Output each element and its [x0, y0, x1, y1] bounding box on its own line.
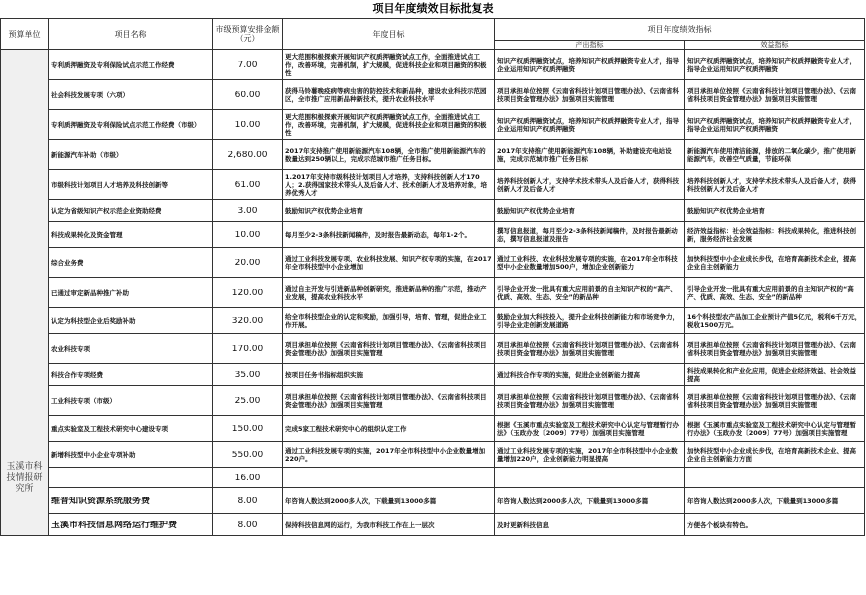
- table-row: [1, 468, 865, 488]
- benefit-indicator: [685, 110, 865, 140]
- benefit-indicator: [685, 50, 865, 80]
- annual-goal-text: 每月至少2-3条科技新闻稿件，及时报告最新动态，每年1-2个。: [285, 230, 471, 239]
- annual-goal: [283, 308, 495, 334]
- benefit-indicator: [685, 488, 865, 514]
- annual-goal-text: 1.2017年支持市级科技计划项目人才培养，支持科技创新人才170人；2.获得国家技术带头人及后备人才、技术创新人才及培养对象，培养优秀人才: [285, 172, 487, 197]
- budget-amount: [213, 334, 283, 364]
- benefit-indicator-text: 知识产权质押融资试点，培养知识产权质押融资专业人才，指导企业运用知识产权质押融资: [687, 56, 856, 73]
- annual-goal: [283, 80, 495, 110]
- project-name: [49, 222, 213, 248]
- output-indicator: [495, 278, 685, 308]
- output-indicator: [495, 442, 685, 468]
- benefit-indicator-text: 知识产权质押融资试点，培养知识产权质押融资专业人才，指导企业运用知识产权质押融资: [687, 116, 856, 133]
- header-benefit: 效益指标: [685, 41, 865, 50]
- project-name: [49, 488, 213, 514]
- output-indicator: [495, 386, 685, 416]
- benefit-indicator: [685, 222, 865, 248]
- benefit-indicator-text: 培养科技创新人才，支持学术技术带头人及后备人才，获得科技创新人才及后备人才: [687, 176, 856, 193]
- output-indicator: [495, 170, 685, 200]
- budget-amount-text: 7.00: [237, 60, 258, 69]
- annual-goal-text: 按项目任务书指标组织实施: [285, 370, 363, 379]
- budget-amount-text: 2,680.00: [227, 150, 268, 159]
- table-row: [1, 364, 865, 386]
- budget-amount: [213, 514, 283, 536]
- project-name: [49, 140, 213, 170]
- benefit-indicator: [685, 364, 865, 386]
- benefit-indicator: [685, 468, 865, 488]
- project-name-text: 农业科技专项: [51, 344, 90, 353]
- project-name: [49, 364, 213, 386]
- output-indicator-text: 引导企业开发一批具有重大应用前景的自主知识产权的“高产、优质、高效、生态、安全”的新品种: [497, 284, 677, 301]
- benefit-indicator: [685, 278, 865, 308]
- benefit-indicator-text: 年咨询人数达到2000多人次，下载量到13000多篇: [687, 496, 839, 505]
- budget-amount: [213, 50, 283, 80]
- annual-goal: [283, 222, 495, 248]
- budget-amount: [213, 140, 283, 170]
- benefit-indicator: [685, 170, 865, 200]
- project-name: [49, 170, 213, 200]
- output-indicator: [495, 50, 685, 80]
- project-name: [49, 442, 213, 468]
- benefit-indicator: [685, 334, 865, 364]
- page-title: 项目年度绩效目标批复表: [372, 2, 494, 15]
- table-row: [1, 278, 865, 308]
- annual-goal: [283, 386, 495, 416]
- table-row: [1, 334, 865, 364]
- annual-goal: [283, 140, 495, 170]
- table-row: [1, 80, 865, 110]
- budget-amount-text: 170.00: [231, 344, 264, 353]
- budget-amount-text: 320.00: [231, 316, 264, 325]
- budget-amount-text: 150.00: [231, 424, 264, 433]
- budget-amount-text: 16.00: [234, 473, 261, 482]
- benefit-indicator-text: 新能源汽车使用清洁能源，排放的二氧化碳少，推广使用新能源汽车，改善空气质量，节能环保: [687, 146, 856, 163]
- table-row: [1, 110, 865, 140]
- annual-goal-text: 保持科技信息网的运行，为我市科技工作在上一层次: [285, 520, 435, 529]
- benefit-indicator: [685, 80, 865, 110]
- unit-label: 玉溪市科技情报研究所: [6, 462, 43, 494]
- benefit-indicator-text: 项目承担单位按照《云南省科技计划项目管理办法》、《云南省科技项目资金管理办法》加强项目实施管理: [687, 340, 856, 357]
- benefit-indicator-text: 项目承担单位按照《云南省科技计划项目管理办法》、《云南省科技项目资金管理办法》加强项目实施管理: [687, 392, 856, 409]
- project-name: [49, 278, 213, 308]
- header-name: 项目名称: [49, 19, 213, 50]
- annual-goal-text: 鼓励知识产权优势企业培育: [285, 206, 363, 215]
- output-indicator-text: 鼓励知识产权优势企业培育: [497, 206, 575, 215]
- annual-goal-text: 项目承担单位按照《云南省科技计划项目管理办法》、《云南省科技项目资金管理办法》加强项目实施管理: [285, 392, 487, 409]
- project-name: [49, 110, 213, 140]
- project-name-text: 新增科技型中小企业专项补助: [51, 450, 136, 459]
- table-row: [1, 140, 865, 170]
- budget-amount: [213, 386, 283, 416]
- table-row: [1, 170, 865, 200]
- table-row: [1, 200, 865, 222]
- output-indicator-text: 通过科技合作专项的实施，促进企业创新能力提高: [497, 370, 640, 379]
- benefit-indicator-text: 加快科技型中小企业成长步伐，在培育高新技术企业，提高企业自主创新能力: [687, 254, 856, 271]
- output-indicator-text: 项目承担单位按照《云南省科技计划项目管理办法》、《云南省科技项目资金管理办法》加强项目实施管理: [497, 86, 679, 103]
- budget-amount-text: 60.00: [234, 90, 261, 99]
- annual-goal: [283, 334, 495, 364]
- annual-goal: [283, 248, 495, 278]
- budget-amount: [213, 468, 283, 488]
- project-name-text: 科技成果转化及资金管理: [51, 230, 123, 239]
- budget-amount-text: 550.00: [231, 450, 264, 459]
- table-row: [1, 308, 865, 334]
- output-indicator-text: 年咨询人数达到2000多人次，下载量到13000多篇: [497, 496, 649, 505]
- performance-table: [0, 18, 865, 536]
- output-indicator: [495, 308, 685, 334]
- benefit-indicator-text: 加快科技型中小企业成长步伐，在培育高新技术企业、提高企业自主创新能力方面: [687, 446, 856, 463]
- output-indicator: [495, 200, 685, 222]
- benefit-indicator: [685, 308, 865, 334]
- project-name-text: 新能源汽车补助（市级）: [51, 150, 123, 159]
- annual-goal-text: 完成5家工程技术研究中心的组织认定工作: [285, 424, 407, 433]
- table-row: [1, 416, 865, 442]
- project-name: [49, 334, 213, 364]
- annual-goal: [283, 514, 495, 536]
- output-indicator-text: 知识产权质押融资试点，培养知识产权质押融资专业人才，指导企业运用知识产权质押融资: [497, 116, 679, 133]
- benefit-indicator-text: 科技成果转化和产业化应用，促进企业经济效益、社会效益提高: [687, 366, 856, 383]
- benefit-indicator: [685, 140, 865, 170]
- project-name-text: 市级科技计划项目人才培养及科技创新等: [51, 180, 168, 189]
- benefit-indicator: [685, 416, 865, 442]
- annual-goal: [283, 50, 495, 80]
- budget-amount-text: 10.00: [234, 120, 261, 129]
- project-name: [49, 386, 213, 416]
- budget-amount: [213, 248, 283, 278]
- annual-goal: [283, 416, 495, 442]
- table-row: [1, 442, 865, 468]
- annual-goal: [283, 200, 495, 222]
- project-name-text: 已通过审定新品种推广补助: [51, 288, 129, 297]
- output-indicator-text: 2017年支持推广使用新能源汽车108辆，补助建设充电站设施，完成示范城市推广任务目标: [497, 146, 672, 163]
- annual-goal: [283, 170, 495, 200]
- output-indicator: [495, 222, 685, 248]
- budget-amount-text: 3.00: [237, 206, 258, 215]
- output-indicator: [495, 514, 685, 536]
- output-indicator-text: 知识产权质押融资试点，培养知识产权质押融资专业人才，指导企业运用知识产权质押融资: [497, 56, 679, 73]
- budget-amount: [213, 308, 283, 334]
- output-indicator-text: 项目承担单位按照《云南省科技计划项目管理办法》、《云南省科技项目资金管理办法》加强项目实施管理: [497, 392, 679, 409]
- budget-amount-text: 10.00: [234, 230, 261, 239]
- budget-amount-text: 61.00: [234, 180, 261, 189]
- budget-amount: [213, 200, 283, 222]
- budget-amount: [213, 222, 283, 248]
- project-name: [49, 416, 213, 442]
- budget-amount-text: 120.00: [231, 288, 264, 297]
- project-name-text: 科技合作专项经费: [51, 370, 103, 379]
- annual-goal: [283, 488, 495, 514]
- output-indicator: [495, 140, 685, 170]
- project-name: [49, 200, 213, 222]
- project-name-text: 工业科技专项（市级）: [51, 396, 116, 405]
- benefit-indicator-text: 16个科技型农产品加工企业预计产值5亿元，税利6千万元，税收1500万元。: [687, 312, 862, 329]
- project-name: [49, 248, 213, 278]
- benefit-indicator-text: 根据《玉溪市重点实验室及工程技术研究中心认定与管理暂行办法》（玉政办发〔2009〕77号）加强项目实施管理: [687, 420, 856, 437]
- output-indicator: [495, 334, 685, 364]
- budget-amount-text: 35.00: [234, 370, 261, 379]
- output-indicator: [495, 416, 685, 442]
- project-name-text: 认定为科技型企业后奖励补助: [51, 316, 136, 325]
- budget-amount-text: 8.00: [237, 496, 258, 505]
- header-row: [1, 19, 865, 41]
- budget-amount: [213, 278, 283, 308]
- output-indicator-text: 及时更新科技信息: [497, 520, 549, 529]
- table-row: [1, 248, 865, 278]
- output-indicator-text: 项目承担单位按照《云南省科技计划项目管理办法》、《云南省科技项目资金管理办法》加强项目实施管理: [497, 340, 679, 357]
- table-row: [1, 222, 865, 248]
- annual-goal-text: 2017年支持推广使用新能源汽车108辆，全市推广使用新能源汽车的数量达到250辆以上，完成示范城市推广任务目标。: [285, 146, 486, 163]
- annual-goal: [283, 364, 495, 386]
- output-indicator-text: 鼓励企业加大科技投入，提升企业科技创新能力和市场竞争力，引导企业走创新发展道路: [497, 312, 679, 329]
- annual-goal: [283, 468, 495, 488]
- annual-goal-text: 通过工业科技发展专项、农业科技发展、知识产权专项的实施，在2017年全市科技型中小企业增加: [285, 254, 492, 271]
- budget-amount: [213, 110, 283, 140]
- project-name-text: 玉溪市科技信息网络运行维护费: [51, 520, 178, 529]
- annual-goal-text: 项目承担单位按照《云南省科技计划项目管理办法》、《云南省科技项目资金管理办法》加强项目实施管理: [285, 340, 487, 357]
- benefit-indicator-text: 方便各个板块有特色。: [687, 520, 752, 529]
- annual-goal-text: 年咨询人数达到2000多人次，下载量到13000多篇: [285, 496, 437, 505]
- unit-cell: [1, 50, 49, 536]
- header-perf: 项目年度绩效指标: [495, 19, 865, 41]
- benefit-indicator-text: 项目承担单位按照《云南省科技计划项目管理办法》、《云南省科技项目资金管理办法》加强项目实施管理: [687, 86, 856, 103]
- table-row: [1, 514, 865, 536]
- budget-amount-text: 8.00: [237, 520, 258, 529]
- project-name-text: 认定为省级知识产权示范企业资助经费: [51, 206, 162, 215]
- project-name-text: 维普知识资源系统服务费: [51, 496, 151, 505]
- budget-amount-text: 20.00: [234, 258, 261, 267]
- annual-goal-text: 获得马铃薯晚疫病等病虫害的防控技术和新品种，建设农业科技示范园区，全市推广应用新品种新技术，提升农业科技水平: [285, 86, 487, 103]
- project-name-text: 社会科技发展专项（六项）: [51, 90, 129, 99]
- benefit-indicator: [685, 514, 865, 536]
- output-indicator: [495, 364, 685, 386]
- table-row: [1, 488, 865, 514]
- table-row: [1, 50, 865, 80]
- output-indicator: [495, 488, 685, 514]
- budget-amount-text: 25.00: [234, 396, 261, 405]
- project-name-text: 重点实验室及工程技术研究中心建设专项: [51, 424, 168, 433]
- annual-goal: [283, 110, 495, 140]
- budget-amount: [213, 364, 283, 386]
- benefit-indicator-text: 鼓励知识产权优势企业培育: [687, 206, 765, 215]
- output-indicator-text: 通过工业科技发展专项的实施，2017年全市科技型中小企业数量增加220户，企业创新能力明显提高: [497, 446, 678, 463]
- output-indicator: [495, 80, 685, 110]
- benefit-indicator: [685, 248, 865, 278]
- benefit-indicator: [685, 442, 865, 468]
- budget-amount: [213, 170, 283, 200]
- output-indicator: [495, 248, 685, 278]
- annual-goal-text: 给全市科技型企业的认定和奖励，加强引导，培育、管理，促进企业工作开展。: [285, 312, 487, 329]
- output-indicator-text: 通过工业科技、农业科技发展专项的实施，在2017年全市科技型中小企业数量增加500户，增加企业创新能力: [497, 254, 678, 271]
- benefit-indicator-text: 引导企业开发一批具有重大应用前景的自主知识产权的“高产、优质、高效、生态、安全”的新品种: [687, 284, 854, 301]
- benefit-indicator: [685, 386, 865, 416]
- project-name-text: 专利质押融资及专利保险试点示范工作经费（市级）: [51, 120, 201, 129]
- header-output: 产出指标: [495, 41, 685, 50]
- project-name-text: 专利质押融资及专利保险试点示范工作经费: [51, 60, 175, 69]
- header-budget: 市级预算安排金额（元）: [213, 19, 283, 50]
- benefit-indicator: [685, 200, 865, 222]
- budget-amount: [213, 442, 283, 468]
- output-indicator-text: 根据《玉溪市重点实验室及工程技术研究中心认定与管理暂行办法》（玉政办发〔2009〕77号）加强项目实施管理: [497, 420, 679, 437]
- budget-amount: [213, 416, 283, 442]
- output-indicator-text: 培养科技创新人才，支持学术技术带头人及后备人才，获得科技创新人才及后备人才: [497, 176, 679, 193]
- header-unit: 预算单位: [1, 19, 49, 50]
- annual-goal-text: 更大范围积极探索开展知识产权质押融资试点工作，全面推进试点工作，改善环境，完善机制，扩大规模，促进科技企业和项目融资的积极性: [285, 52, 487, 77]
- annual-goal-text: 通过工业科技发展专项的实施，2017年全市科技型中小企业数量增加220户。: [285, 446, 486, 463]
- project-name: [49, 50, 213, 80]
- project-name: [49, 514, 213, 536]
- table-row: [1, 386, 865, 416]
- annual-goal-text: 更大范围积极探索开展知识产权质押融资试点工作，全面推进试点工作，改善环境，完善机制，扩大规模，促进科技企业和项目融资的积极性: [285, 112, 487, 137]
- annual-goal: [283, 278, 495, 308]
- project-name: [49, 308, 213, 334]
- budget-amount: [213, 488, 283, 514]
- budget-amount: [213, 80, 283, 110]
- annual-goal: [283, 442, 495, 468]
- output-indicator: [495, 110, 685, 140]
- output-indicator: [495, 468, 685, 488]
- project-name: [49, 468, 213, 488]
- output-indicator-text: 撰写信息报道，每月至少2-3条科技新闻稿件，及时报告最新动态，撰写信息报道及报告: [497, 226, 678, 243]
- annual-goal-text: 通过自主开发与引进新品种创新研究，推进新品种的推广示范，推动产业发展，提高农业科技水平: [285, 284, 487, 301]
- benefit-indicator-text: 经济效益指标：社会效益指标：科技成果转化，推进科技创新，服务经济社会发展: [687, 226, 856, 243]
- header-annual-goal: 年度目标: [283, 19, 495, 50]
- project-name: [49, 80, 213, 110]
- project-name-text: 综合业务费: [51, 258, 84, 267]
